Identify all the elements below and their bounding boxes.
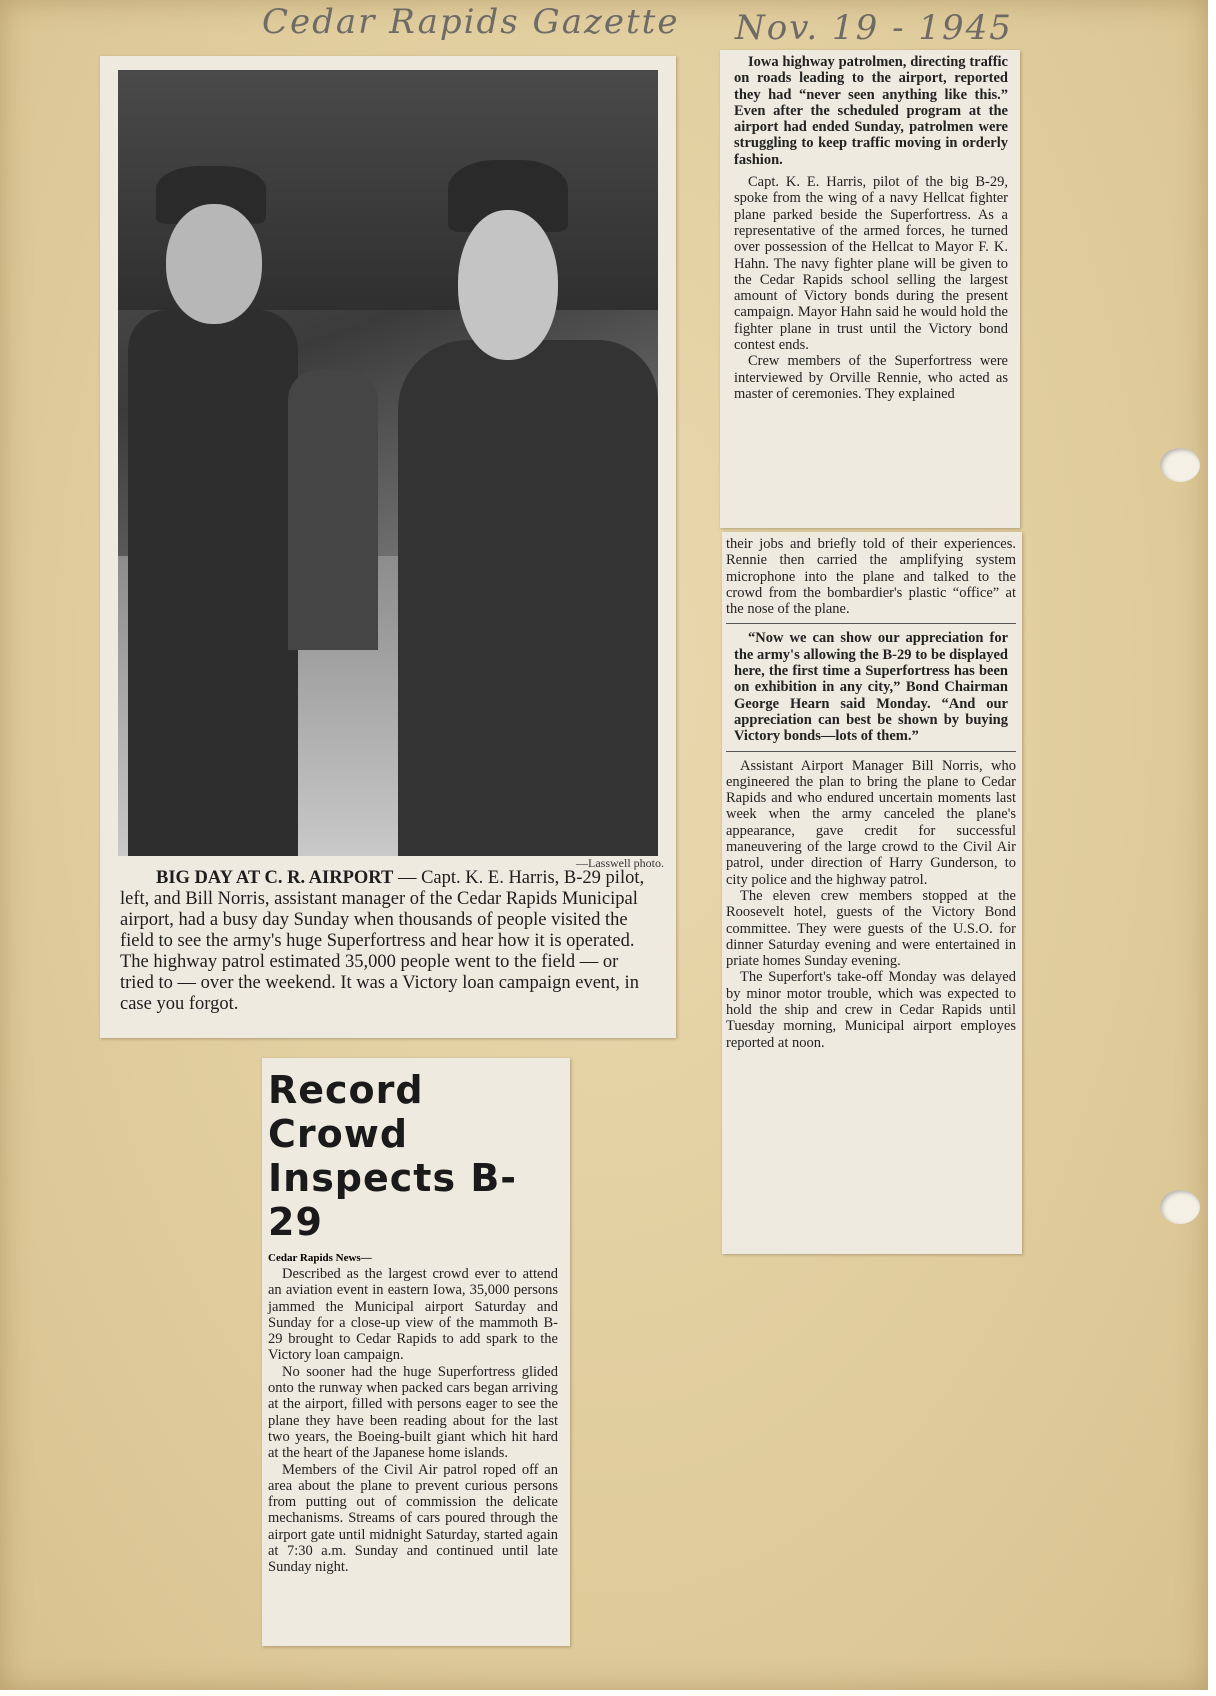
continuation-paragraph: The eleven crew members stopped at the Roosevelt hotel, guests of the Victory Bond committee. They were guests of the U.S.O. for dinner Saturday evening and were entertained in priate homes Sunday evening.: [726, 887, 1016, 970]
photo-clipping: [100, 56, 676, 1038]
continuation-paragraph: Assistant Airport Manager Bill Norris, who engineered the plan to bring the plane to Cedar Rapids and who endured uncertain moments last week when the army canceled the plane's appearance, gave credit for successful maneuvering of the large crowd to the Civil Air patrol, under direction of Harry Gunderson, to city police and the highway patrol.: [726, 757, 1016, 888]
continuation-paragraph: their jobs and briefly told of their experiences. Rennie then carried the amplifying system microphone into the plane and talked to the crowd from the bombardier's plastic “office” at the nose of the plane.: [726, 536, 1016, 618]
article-source: Cedar Rapids News—: [268, 1252, 372, 1264]
article-paragraph: Members of the Civil Air patrol roped off an area about the plane to prevent curious persons from putting out of commission the delicate mechanisms. Streams of cars poured through the airport gate until midnight Saturday, started again at 7:30 a.m. Sunday and continued until late Sunday night.: [268, 1461, 558, 1576]
article-clipping: [262, 1058, 570, 1646]
continuation-paragraph: Capt. K. E. Harris, pilot of the big B-29, spoke from the wing of a navy Hellcat fighter plane parked beside the Superfortress. As a representative of the armed forces, he turned over possession of the Hellcat to Mayor F. K. Hahn. The navy fighter plane will be given to the Cedar Rapids school selling the largest amount of Victory bonds during the present campaign. Mayor Hahn said he would hold the fighter plane in trust until the Victory bond contest ends.: [734, 174, 1008, 354]
photo-caption: [120, 868, 656, 1015]
handwritten-paper-name: Cedar Rapids Gazette: [262, 2, 680, 42]
article-paragraph: No sooner had the huge Superfortress glided onto the runway when packed cars began arriving at the airport, filled with persons eager to see the plane they have been reading about for the last two years, the Boeing-built giant which hit hard at the heart of the Japanese home islands.: [268, 1363, 558, 1462]
manager-figure: [398, 340, 658, 856]
continuation-paragraph: Iowa highway patrolmen, directing traffic on roads leading to the airport, reported they had “never seen anything like this.” Even after the scheduled program at the airport had ended Sunday, patrolmen were struggling to keep traffic moving in orderly fashion.: [734, 54, 1008, 168]
article-paragraph: Described as the largest crowd ever to attend an aviation event in eastern Iowa, 35,000 persons jammed the Municipal airport Saturday and Sunday for a close-up view of the mammoth B-29 brought to Cedar Rapids to add spark to the Victory loan campaign.: [268, 1266, 558, 1364]
caption-head: BIG DAY AT C. R. AIRPORT: [156, 868, 394, 888]
continuation-clipping-top: [720, 50, 1020, 528]
punch-hole: [1160, 1190, 1200, 1224]
continuation-paragraph: Crew members of the Superfortress were interviewed by Orville Rennie, who acted as master of ceremonies. They explained: [734, 353, 1008, 402]
punch-hole: [1160, 448, 1200, 482]
article-headline-line2: Inspects B-29: [268, 1156, 518, 1244]
caption-body: — Capt. K. E. Harris, B-29 pilot, left, and Bill Norris, assistant manager of the Cedar Rapids Municipal airport, had a busy day Sunday when thousands of people visited the field to see the army's huge Superfortress and hear how it is operated. The highway patrol estimated 35,000 people went to the field — or tried to — over the weekend. It was a Victory loan campaign event, in case you forgot.: [120, 868, 645, 1014]
continuation-paragraph: The Superfort's take-off Monday was delayed by minor motor trouble, which was expected to hold the ship and crew in Cedar Rapids until Tuesday morning, Municipal airport employes reported at noon.: [726, 969, 1016, 1051]
photo-credit: —Lasswell photo.: [576, 856, 664, 870]
pilot-figure: [128, 310, 298, 856]
continuation-clipping-bottom: [722, 532, 1022, 1254]
news-photo: [118, 70, 658, 856]
article-headline-line1: Record Crowd: [268, 1068, 424, 1156]
continuation-paragraph: “Now we can show our appreciation for the army's allowing the B-29 to be displayed here, the first time a Superfortress has been on exhibition in any city,” Bond Chairman George Hearn said Monday. “And our appreciation can best be shown by buying Victory bonds—lots of them.”: [734, 630, 1008, 745]
handwritten-date: Nov. 19 - 1945: [735, 8, 1013, 48]
